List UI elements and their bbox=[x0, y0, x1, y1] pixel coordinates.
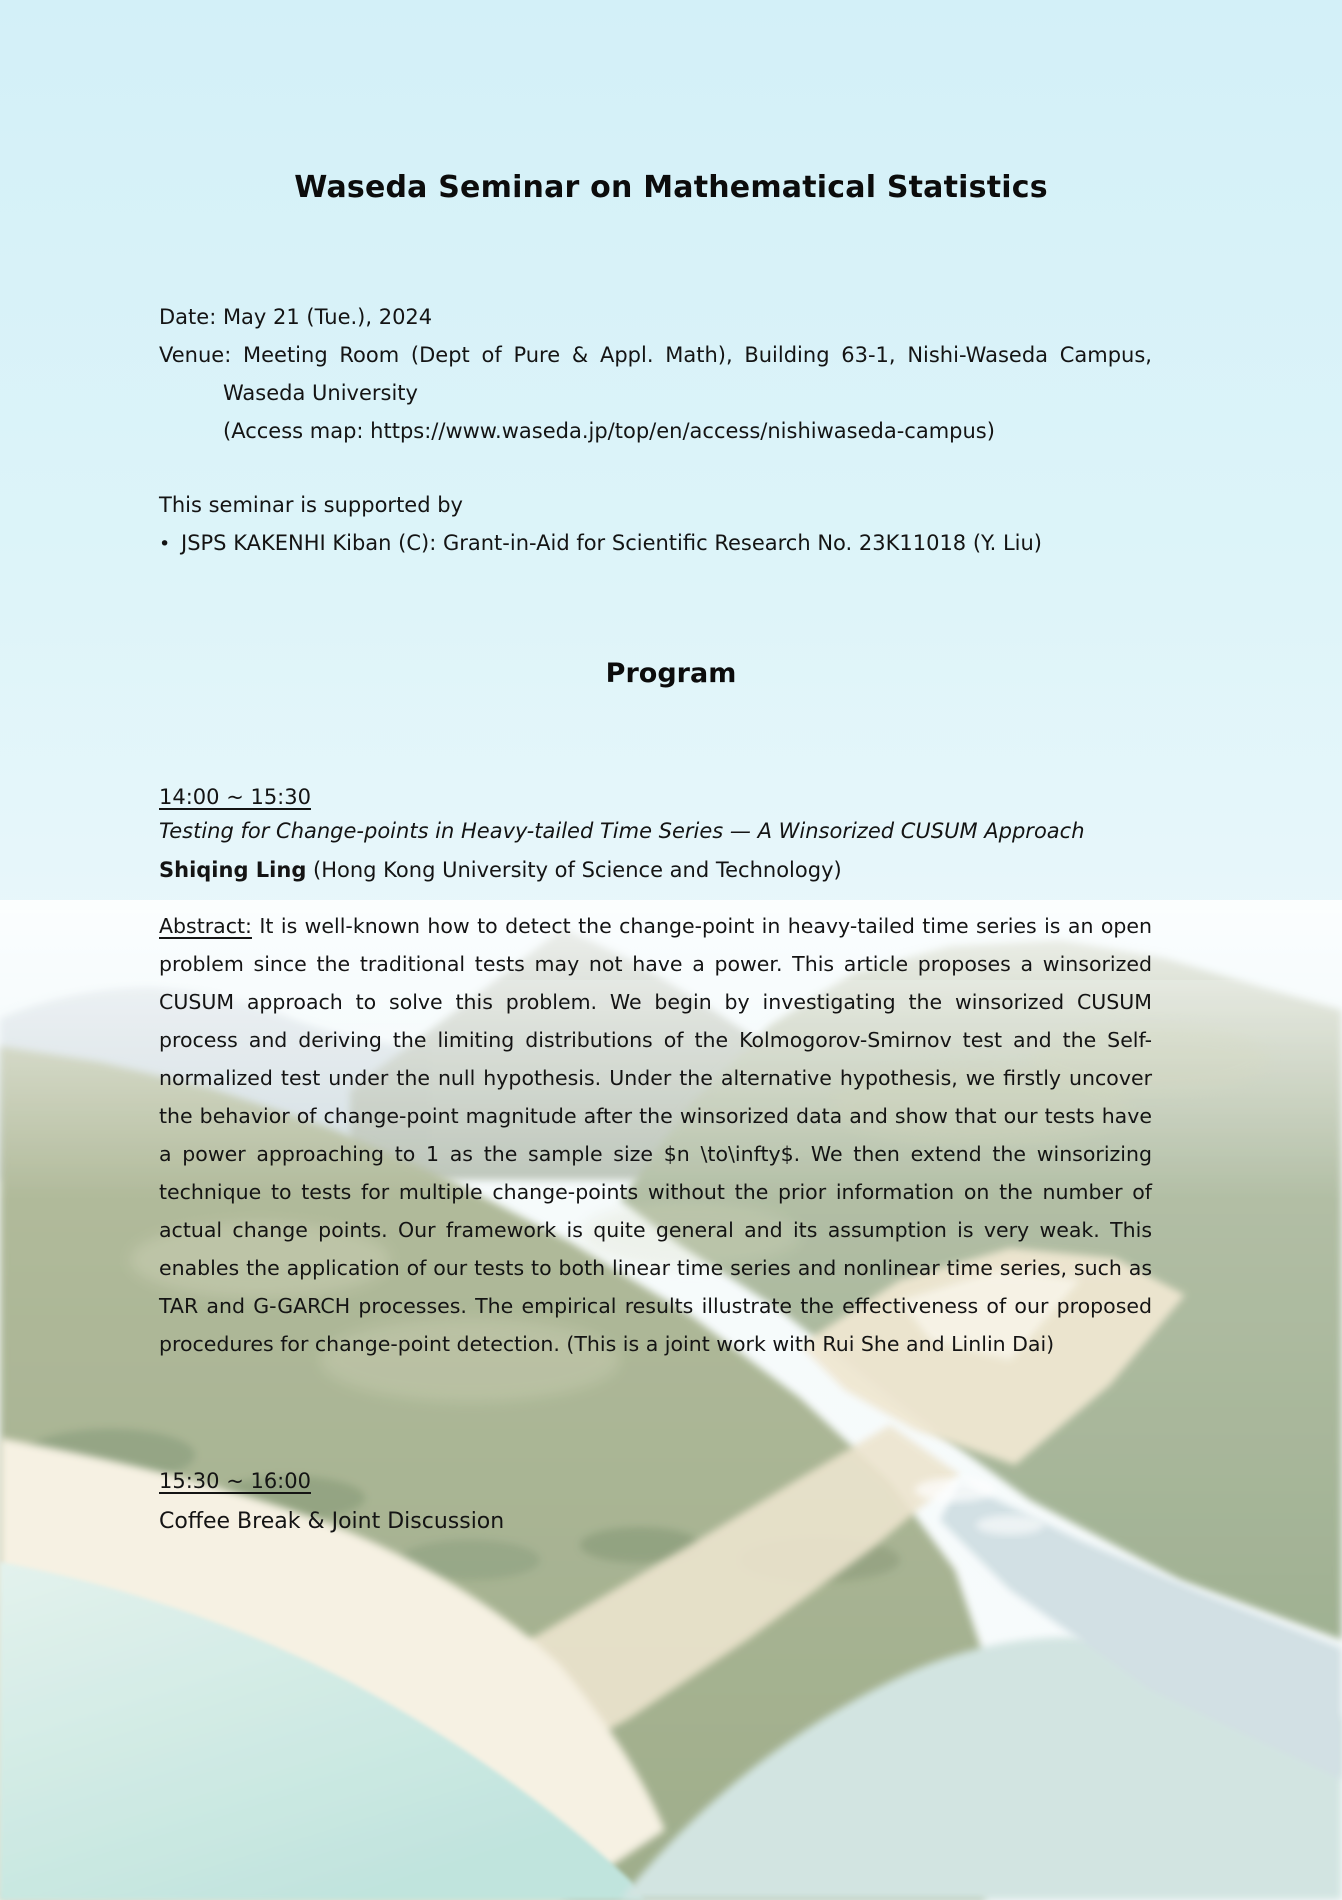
abstract-label: Abstract: bbox=[159, 914, 252, 938]
event-info-block bbox=[159, 298, 1152, 450]
support-item-text: JSPS KAKENHI Kiban (C): Grant-in-Aid for Scientific Research No. 23K11018 (Y. Liu) bbox=[181, 531, 1042, 555]
date-line: Date: May 21 (Tue.), 2024 bbox=[159, 305, 433, 329]
bullet-icon: • bbox=[159, 533, 171, 555]
abstract-paragraph bbox=[159, 907, 1152, 1363]
talk-title: Testing for Change-points in Heavy-tailed Time Series — A Winsorized CUSUM Approach bbox=[159, 819, 1085, 843]
support-intro: This seminar is supported by bbox=[159, 493, 463, 517]
speaker-affiliation: (Hong Kong University of Science and Technology) bbox=[306, 858, 842, 882]
session-2-time: 15:30 ~ 16:00 bbox=[159, 1469, 311, 1493]
session-1-time: 14:00 ~ 15:30 bbox=[159, 785, 311, 809]
speaker-name: Shiqing Ling bbox=[159, 858, 307, 882]
venue-line-2: Waseda University bbox=[223, 381, 418, 405]
session-talk bbox=[159, 783, 1152, 1363]
access-map-url[interactable]: https://www.waseda.jp/top/en/access/nishiwaseda-campus bbox=[370, 419, 987, 443]
access-map-suffix: ) bbox=[986, 419, 995, 443]
program-heading: Program bbox=[605, 658, 737, 689]
session-break bbox=[159, 1467, 1152, 1537]
venue-line-3 bbox=[159, 412, 1152, 450]
abstract-text: It is well-known how to detect the change-point in heavy-tailed time series is an open problem since the traditional tests may not have a power. This article proposes a winsorized CUSUM approach to solve this problem. We begin by investigating the winsorized CUSUM process and deriving the limiting distributions of the Kolmogorov-Smirnov test and the Self-normalized test under the null hypothesis. Under the alternative hypothesis, we firstly uncover the behavior of change-point magnitude after the winsorized data and show that our tests have a power approaching to 1 as the sample size $n \to\infty$. We then extend the winsorizing technique to tests for multiple change-points without the prior information on the number of actual change points. Our framework is quite general and its assumption is very weak. This enables the application of our tests to both linear time series and nonlinear time series, such as TAR and G-GARCH processes. The empirical results illustrate the effectiveness of our proposed procedures for change-point detection. (This is a joint work with Rui She and Linlin Dai) bbox=[159, 914, 1152, 1356]
support-block bbox=[159, 486, 1152, 563]
page-title: Waseda Seminar on Mathematical Statistics bbox=[294, 170, 1048, 205]
speaker-line bbox=[159, 856, 1152, 884]
venue-line-1: Venue: Meeting Room (Dept of Pure & Appl. Math), Building 63-1, Nishi-Waseda Campus, bbox=[159, 343, 1152, 367]
coffee-break-line: Coffee Break & Joint Discussion bbox=[159, 1509, 505, 1534]
access-map-prefix: (Access map: bbox=[223, 419, 371, 443]
support-item bbox=[159, 524, 1152, 563]
